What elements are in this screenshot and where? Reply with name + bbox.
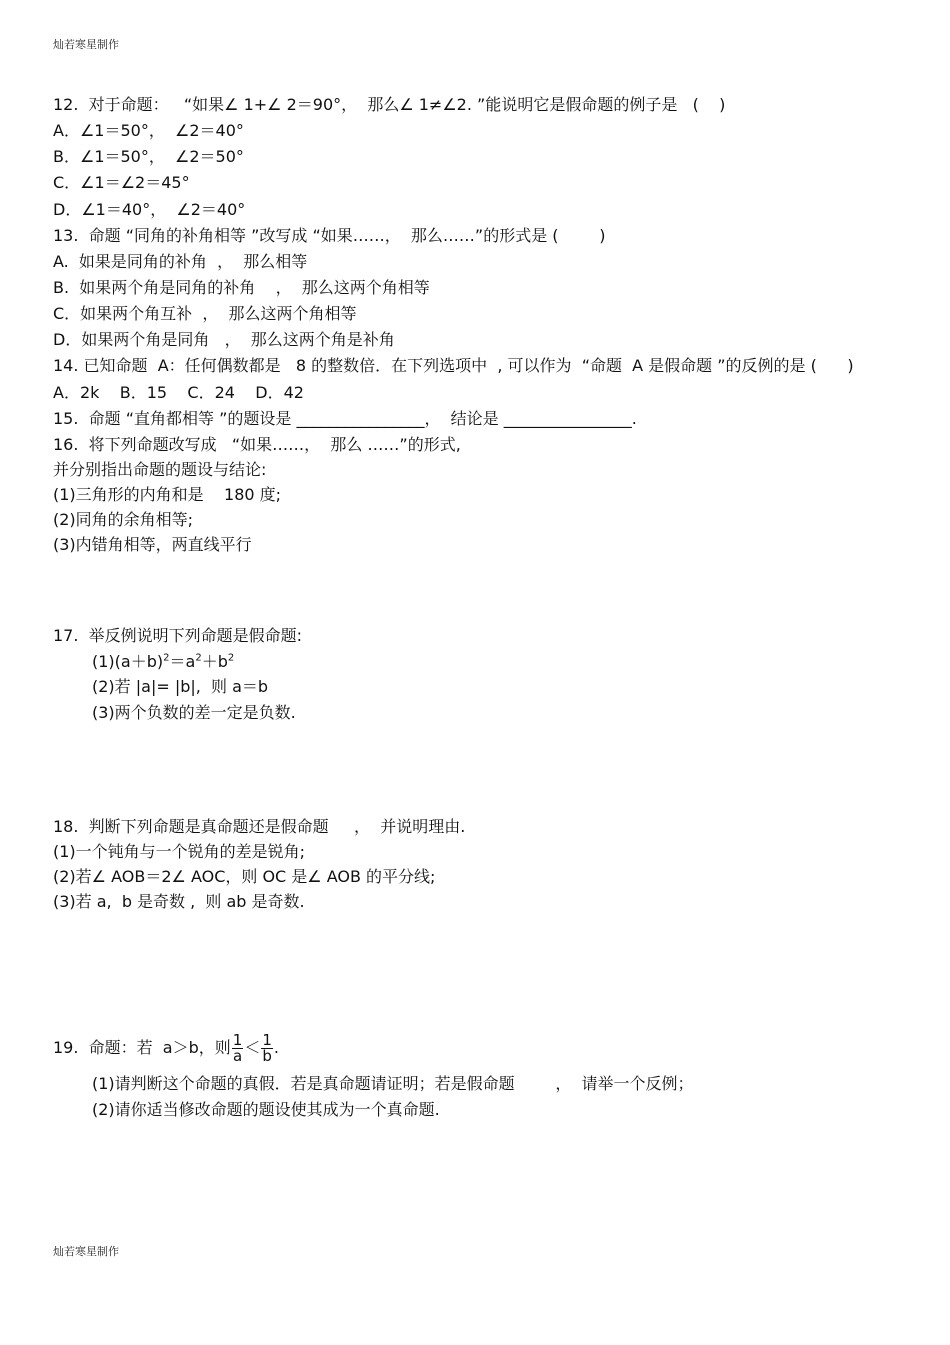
question-18-item-3: (3)若 a, b 是奇数 , 则 ab 是奇数. bbox=[53, 892, 305, 911]
less-than-sign: ＜ bbox=[244, 1038, 261, 1057]
question-12-option-d: D．∠1＝40°， ∠2＝40° bbox=[53, 200, 246, 219]
question-16-item-3: (3)内错角相等，两直线平行 bbox=[53, 535, 252, 554]
question-16-item-2: (2)同角的余角相等; bbox=[53, 510, 194, 529]
question-16-instruction: 并分别指出命题的题设与结论: bbox=[53, 460, 267, 479]
question-17-item-2: (2)若 |a|= |b|, 则 a＝b bbox=[92, 677, 269, 696]
question-14-stem: 14. 已知命题 A：任何偶数都是 8 的整数倍．在下列选项中 , 可以作为 “命题 A 是假命题 ”的反例的是 ( ) bbox=[53, 356, 854, 375]
question-19-item-1: (1)请判断这个命题的真假．若是真命题请证明；若是假命题 ， 请举一个反例； bbox=[92, 1074, 694, 1093]
question-15: 15. 命题 “直角都相等 ”的题设是 ________________， 结论是 ________________. bbox=[53, 409, 637, 428]
question-17-stem: 17. 举反例说明下列命题是假命题: bbox=[53, 626, 303, 645]
exponent-2: 2 bbox=[195, 652, 202, 664]
question-13-option-a: A. 如果是同角的补角 ， 那么相等 bbox=[53, 252, 308, 271]
question-16-stem: 16. 将下列命题改写成 “如果……， 那么 ……”的形式, bbox=[53, 435, 461, 454]
question-17-item-3: (3)两个负数的差一定是负数. bbox=[92, 703, 296, 722]
question-19-stem-end: . bbox=[273, 1038, 279, 1057]
question-14-options: A．2k B．15 C．24 D．42 bbox=[53, 383, 304, 402]
fraction-2-denominator: b bbox=[262, 1047, 272, 1065]
question-16-item-1: (1)三角形的内角和是 180 度; bbox=[53, 485, 282, 504]
question-18-item-2: (2)若∠ AOB＝2∠ AOC，则 OC 是∠ AOB 的平分线; bbox=[53, 867, 436, 886]
question-13-stem: 13. 命题 “同角的补角相等 ”改写成 “如果……， 那么……”的形式是 ( ) bbox=[53, 226, 606, 245]
question-13-option-c: C．如果两个角互补 ， 那么这两个角相等 bbox=[53, 304, 357, 323]
exponent-1: 2 bbox=[163, 652, 170, 664]
question-12-option-b: B．∠1＝50°， ∠2＝50° bbox=[53, 147, 244, 166]
fraction-1-denominator: a bbox=[232, 1047, 243, 1065]
question-19-item-2: (2)请你适当修改命题的题设使其成为一个真命题. bbox=[92, 1100, 440, 1119]
fraction-one-over-a bbox=[232, 1033, 244, 1064]
question-12-stem: 12. 对于命题： “如果∠ 1+∠ 2＝90°， 那么∠ 1≠∠2. ”能说明它是假命题的例子是 ( ) bbox=[53, 95, 726, 114]
page-footer: 灿若寒星制作 bbox=[53, 1245, 119, 1258]
question-17-item-1 bbox=[92, 652, 234, 672]
question-12-option-a: A．∠1＝50°， ∠2＝40° bbox=[53, 121, 244, 140]
expr-part-c: ＋b bbox=[201, 652, 228, 671]
question-18-item-1: (1)一个钝角与一个锐角的差是锐角; bbox=[53, 842, 306, 861]
fraction-1-numerator: 1 bbox=[232, 1031, 243, 1049]
question-12-option-c: C．∠1＝∠2＝45° bbox=[53, 173, 190, 192]
fraction-2-numerator: 1 bbox=[262, 1031, 272, 1049]
question-13-option-d: D．如果两个角是同角 ， 那么这两个角是补角 bbox=[53, 330, 395, 349]
expr-part-b: ＝a bbox=[169, 652, 196, 671]
fraction-one-over-b bbox=[261, 1033, 273, 1064]
question-19-stem bbox=[53, 1030, 279, 1066]
question-18-stem: 18. 判断下列命题是真命题还是假命题 ， 并说明理由. bbox=[53, 817, 466, 836]
question-13-option-b: B. 如果两个角是同角的补角 ， 那么这两个角相等 bbox=[53, 278, 430, 297]
expr-part-a: (1)(a＋b) bbox=[92, 652, 164, 671]
question-19-stem-text: 19. 命题：若 a＞b，则 bbox=[53, 1038, 231, 1057]
exponent-3: 2 bbox=[227, 652, 235, 664]
page-header: 灿若寒星制作 bbox=[53, 38, 119, 51]
